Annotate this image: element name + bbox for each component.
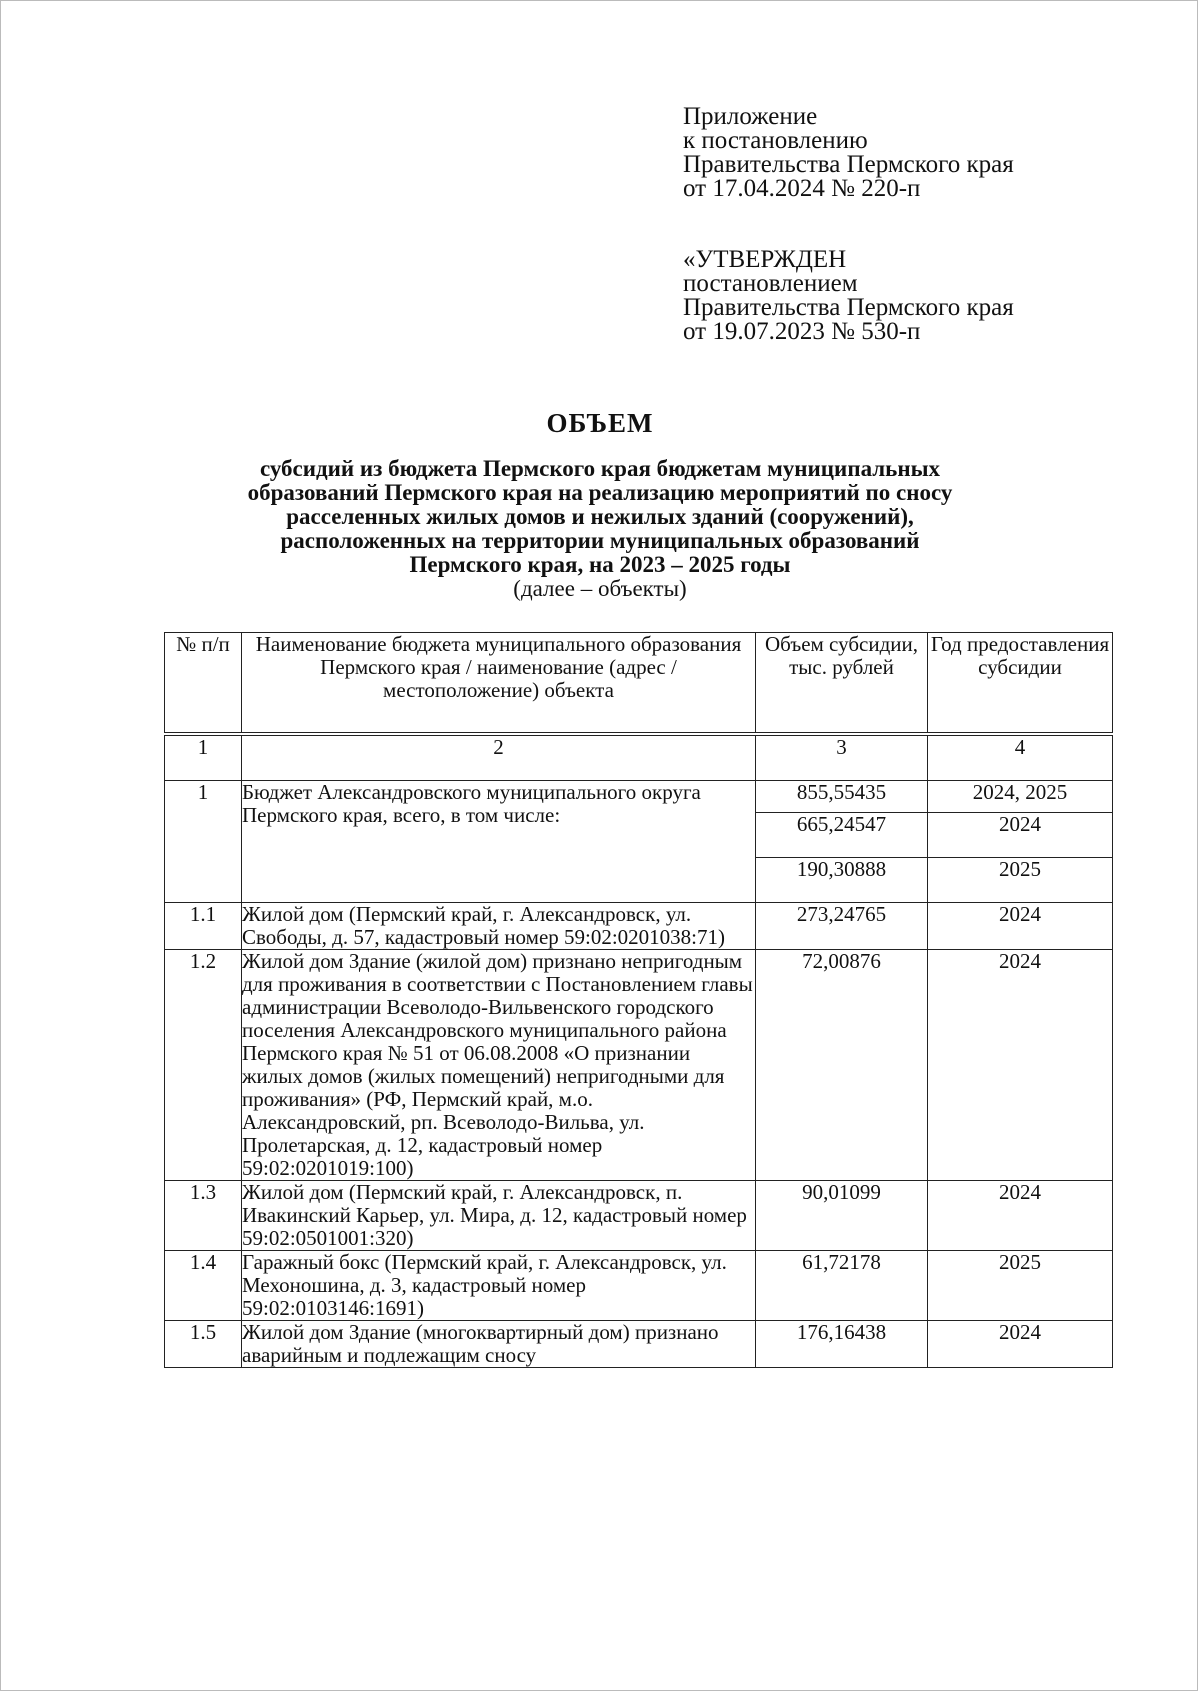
row-year: 2024 [928,1321,1113,1368]
table-row [165,1181,1113,1251]
table-row [165,1251,1113,1321]
column-number-row [165,734,1113,781]
row-year: 2025 [928,1251,1113,1321]
title-block [150,408,1050,601]
row-number: 1.1 [165,903,242,950]
approved-line: постановлением [683,270,858,297]
table-header-row [165,633,1113,735]
appendix-line: к постановлению [683,127,868,154]
row-amount: 72,00876 [756,950,928,1181]
subtitle-line: расположенных на территории муниципальных образований [280,528,920,553]
row-amount: 855,55435 [756,781,928,813]
subtitle-line: субсидий из бюджета Пермского края бюджетам муниципальных [259,456,941,481]
row-name: Жилой дом (Пермский край, г. Александровск, п. Ивакинский Карьер, ул. Мира, д. 12, кадастровый номер 59:02:0501001:320) [242,1181,756,1251]
row-name: Бюджет Александровского муниципального округа Пермского края, всего, в том числе: [242,781,756,903]
appendix-header [683,105,1103,201]
row-amount: 176,16438 [756,1321,928,1368]
approved-line: Правительства Пермского края [683,294,1014,321]
approval-stamp-header [683,248,1103,344]
subtitle-note: (далее – объекты) [513,576,687,601]
header-year: Год предоставления субсидии [928,633,1113,735]
column-number: 3 [756,734,928,781]
subsidy-table [164,632,1113,1368]
row-number: 1 [165,781,242,903]
row-name: Жилой дом Здание (многоквартирный дом) признано аварийным и подлежащим сносу [242,1321,756,1368]
header-name: Наименование бюджета муниципального образования Пермского края / наименование (адрес / местоположение) объекта [242,633,756,735]
row-name: Жилой дом (Пермский край, г. Александровск, ул. Свободы, д. 57, кадастровый номер 59:02:0201038:71) [242,903,756,950]
row-number: 1.5 [165,1321,242,1368]
header-no: № п/п [165,633,242,735]
row-number: 1.2 [165,950,242,1181]
row-year: 2024 [928,950,1113,1181]
approved-line: от 19.07.2023 № 530-п [683,318,921,345]
row-year: 2024, 2025 [928,781,1113,813]
table-row [165,950,1113,1181]
row-year: 2025 [928,858,1113,903]
subtitle-line: расселенных жилых домов и нежилых зданий (сооружений), [286,504,914,529]
row-number: 1.4 [165,1251,242,1321]
row-number: 1.3 [165,1181,242,1251]
row-year: 2024 [928,813,1113,858]
appendix-line: Приложение [683,103,818,130]
row-amount: 61,72178 [756,1251,928,1321]
column-number: 1 [165,734,242,781]
subtitle-line: образований Пермского края на реализацию мероприятий по сносу [247,480,953,505]
table-row [165,903,1113,950]
row-amount: 665,24547 [756,813,928,858]
header-amount: Объем субсидии, тыс. рублей [756,633,928,735]
subtitle-line: Пермского края, на 2023 – 2025 годы [409,552,791,577]
table-row [165,1321,1113,1368]
column-number: 4 [928,734,1113,781]
document-subtitle [150,457,1050,577]
approved-line: «УТВЕРЖДЕН [683,246,847,273]
column-number: 2 [242,734,756,781]
row-amount: 273,24765 [756,903,928,950]
row-year: 2024 [928,1181,1113,1251]
appendix-line: Правительства Пермского края [683,151,1014,178]
row-amount: 90,01099 [756,1181,928,1251]
row-year: 2024 [928,903,1113,950]
appendix-line: от 17.04.2024 № 220-п [683,175,921,202]
row-name: Жилой дом Здание (жилой дом) признано непригодным для проживания в соответствии с Постановлением главы администрации Всеволодо-Вильвенского городского поселения Александровского муниципального района Пермского края № 51 от 06.08.2008 «О признании жилых домов (жилых помещений) непригодными для проживания» (РФ, Пермский край, м.о. Александровский, рп. Всеволодо-Вильва, ул. Пролетарская, д. 12, кадастровый номер 59:02:0201019:100) [242,950,756,1181]
row-name: Гаражный бокс (Пермский край, г. Александровск, ул. Мехоношина, д. 3, кадастровый номер 59:02:0103146:1691) [242,1251,756,1321]
document-title: ОБЪЕМ [546,408,654,438]
budget-row [165,781,1113,813]
row-amount: 190,30888 [756,858,928,903]
